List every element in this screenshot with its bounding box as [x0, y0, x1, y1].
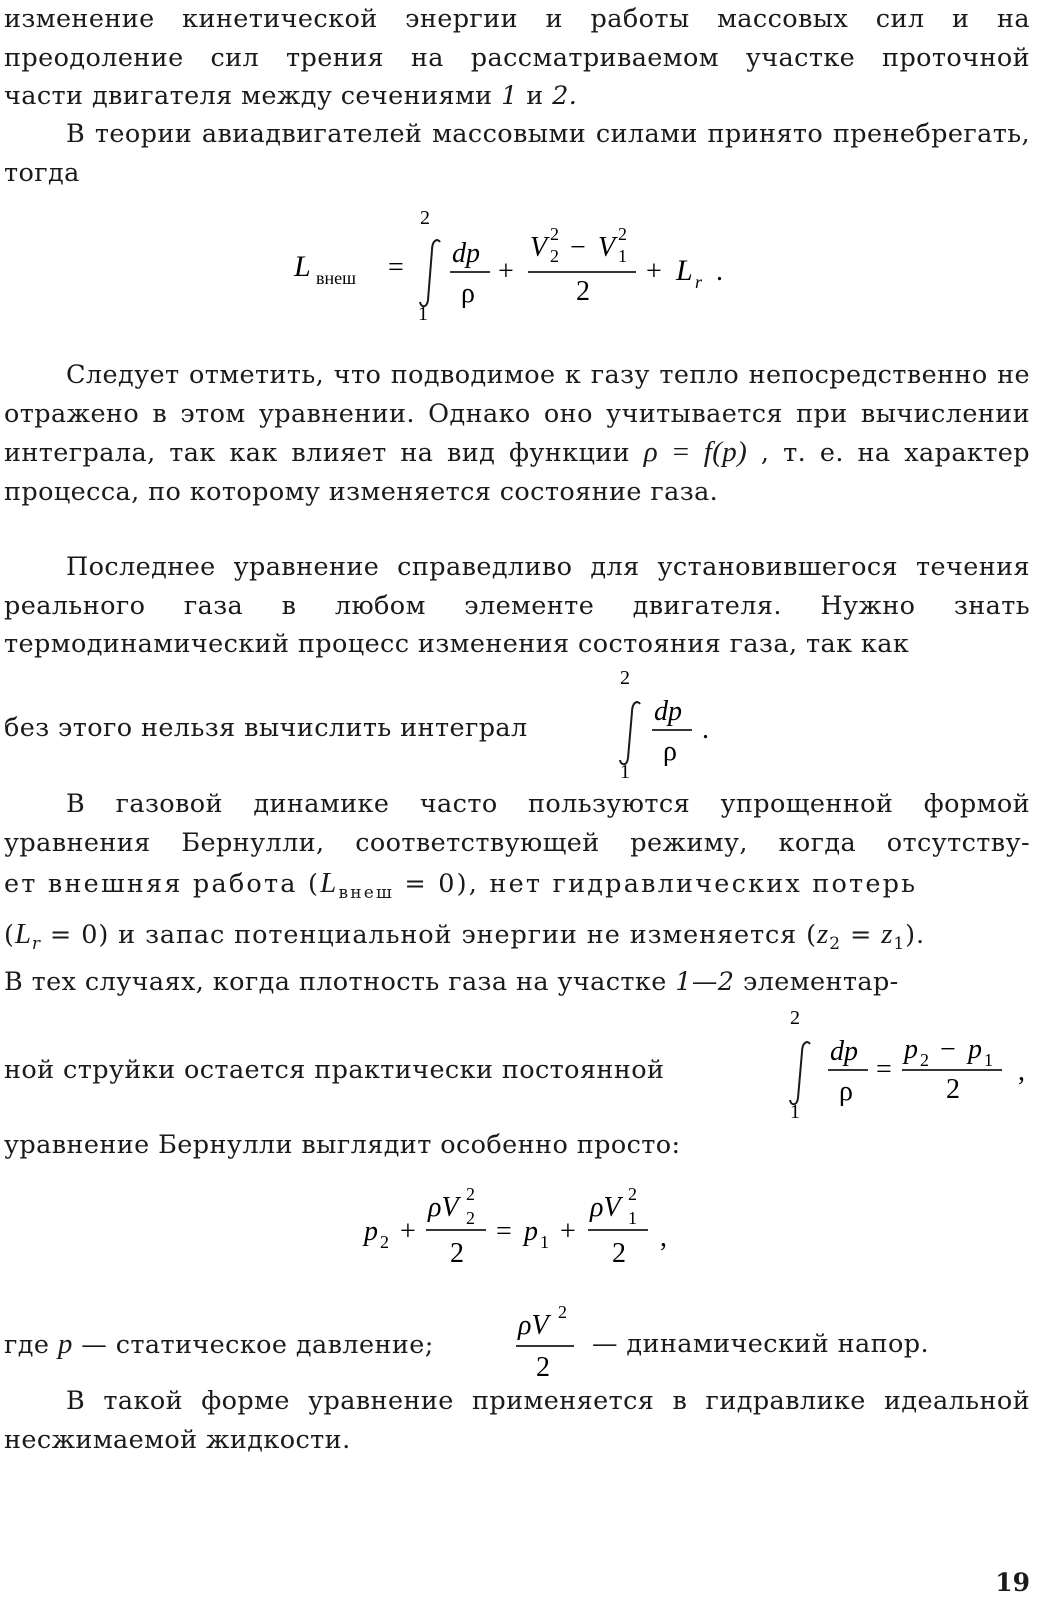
- section-1: 1: [501, 81, 518, 111]
- integral-constant-density: [782, 1000, 1042, 1122]
- eq1-Lr: L: [676, 254, 693, 287]
- eq1-L: L: [294, 250, 311, 283]
- equation-bernoulli: [356, 1172, 686, 1276]
- eq2-comma: ,: [660, 1222, 667, 1253]
- eq2-den1: 2: [450, 1238, 464, 1269]
- p8: В такой форме уравнение применяется в гидравлике идеальной несжимаемой жидкости.: [4, 1386, 1030, 1455]
- int2-lower: 1: [790, 1101, 800, 1122]
- int2-s2: 2: [920, 1050, 929, 1070]
- p5-line6: ной струйки остается практически постоянной: [4, 1055, 665, 1085]
- p7-text2: — динамический напор.: [592, 1329, 929, 1359]
- p3: [4, 356, 1030, 511]
- p5-line2: уравнения Бернулли, соответствующей режиму, когда отсутству-: [4, 828, 1030, 858]
- int1-dot: .: [702, 714, 709, 745]
- p4: Последнее уравнение справедливо для установившегося течения реального газа в любом элементе двигателя. Нужно знать термодинамический процесс изменения состояния газа, так как: [4, 552, 1030, 659]
- p4-line-end: без этого нельзя вычислить интеграл: [4, 713, 528, 743]
- eq2-s1: 1: [540, 1232, 549, 1252]
- int2-minus: −: [940, 1034, 956, 1065]
- int2-upper: 2: [790, 1007, 800, 1029]
- p5-line3: ет внешняя работа $(L_{внеш} = 0)$, нет гидравлических потерь: [4, 867, 918, 904]
- integral-sign: [420, 240, 440, 306]
- p3-text-b: , т. е. на характер процесса, по которому изменяется состояние газа.: [4, 438, 1030, 507]
- eq2-plus1: +: [400, 1216, 416, 1247]
- p7-sq: 2: [558, 1302, 567, 1322]
- integral-sign: [620, 702, 640, 764]
- eq1-r: r: [695, 272, 703, 292]
- int2-comma: ,: [1018, 1056, 1025, 1087]
- eq2-sub2: 2: [466, 1208, 475, 1228]
- int1-lower: 1: [620, 761, 630, 780]
- eq2-sub1: 1: [628, 1208, 637, 1228]
- eq1-upper: 2: [420, 207, 430, 229]
- eq1-rho: ρ: [461, 278, 475, 309]
- eq2-s2: 2: [380, 1232, 389, 1252]
- int1-rho: ρ: [663, 736, 677, 767]
- eq1-sub2: 2: [550, 246, 559, 266]
- p1-line2: преодоление сил трения на рассматриваемом участке проточной: [4, 43, 1030, 73]
- page-number: 19: [995, 1568, 1030, 1597]
- int2-s1: 1: [984, 1050, 993, 1070]
- section-2: 2.: [552, 81, 578, 111]
- p6: уравнение Бернулли выглядит особенно просто:: [4, 1130, 681, 1160]
- eq1-plus1: +: [498, 256, 514, 287]
- p1-line1: изменение кинетической энергии и работы массовых сил и на: [4, 4, 1030, 34]
- int2-p2: p: [904, 1034, 918, 1065]
- integral-sign: [790, 1042, 810, 1104]
- p1-line3: [4, 77, 1030, 116]
- p7-where: где p — статическое давление;: [4, 1328, 434, 1360]
- eq2-plus2: +: [560, 1216, 576, 1247]
- equation-work: [280, 196, 750, 326]
- p3-text-a: Следует отметить, что подводимое к газу тепло непосредственно не отражено в этом уравнении. Однако оно учитывается при вычислении интеграла, так как влияет на вид функции: [4, 360, 1030, 468]
- eq1-minus: −: [570, 232, 586, 263]
- eq1-sub: внеш: [316, 268, 356, 288]
- int1-upper: 2: [620, 667, 630, 689]
- p2: В теории авиадвигателей массовыми силами принято пренебрегать, тогда: [4, 119, 1030, 188]
- eq2-rhoV2: ρV: [428, 1192, 459, 1223]
- eq1-dp: dp: [452, 238, 480, 269]
- int2-den: 2: [946, 1074, 960, 1105]
- integral-dp-rho: [612, 660, 722, 780]
- int1-dp: dp: [654, 696, 682, 727]
- eq2-sq1: 2: [628, 1184, 637, 1204]
- eq1-plus2: +: [646, 256, 662, 287]
- eq1-sq2: 2: [550, 224, 559, 244]
- int2-dp: dp: [830, 1036, 858, 1067]
- eq1-lower: 1: [418, 303, 428, 325]
- eq1-sub1: 1: [618, 246, 627, 266]
- eq1-sq1: 2: [618, 224, 627, 244]
- eq2-eq: =: [496, 1216, 512, 1247]
- p5-line5: В тех случаях, когда плотность газа на участке 1—2 элементар-: [4, 967, 899, 997]
- p5-line4: $(L_r = 0)$ и запас потенциальной энергии не изменяется $(z_2 = z_1)$.: [4, 918, 925, 955]
- eq2-p2: p: [364, 1216, 378, 1247]
- eq2-den2: 2: [612, 1238, 626, 1269]
- p5-line1: В газовой динамике часто пользуются упрощенной формой: [66, 789, 1030, 819]
- int2-rho: ρ: [839, 1076, 853, 1107]
- p1-line3-text: части двигателя между сечениями: [4, 81, 493, 111]
- p7-den: 2: [536, 1352, 550, 1382]
- and-word: и: [526, 81, 544, 111]
- dynamic-pressure-fraction: [512, 1298, 582, 1382]
- eq1-den: 2: [576, 276, 590, 307]
- eq1-V2: V: [530, 232, 548, 263]
- eq1-dot: .: [716, 256, 723, 287]
- eq2-rhoV1: ρV: [590, 1192, 621, 1223]
- p7-rhoV: ρV: [518, 1310, 549, 1341]
- int2-eq: =: [876, 1054, 892, 1085]
- eq2-sq2: 2: [466, 1184, 475, 1204]
- eq2-p1: p: [524, 1216, 538, 1247]
- eq1-V1: V: [598, 232, 616, 263]
- int2-p1: p: [968, 1034, 982, 1065]
- eq1-eq: =: [388, 252, 404, 283]
- p3-formula: ρ = f(p): [643, 436, 748, 468]
